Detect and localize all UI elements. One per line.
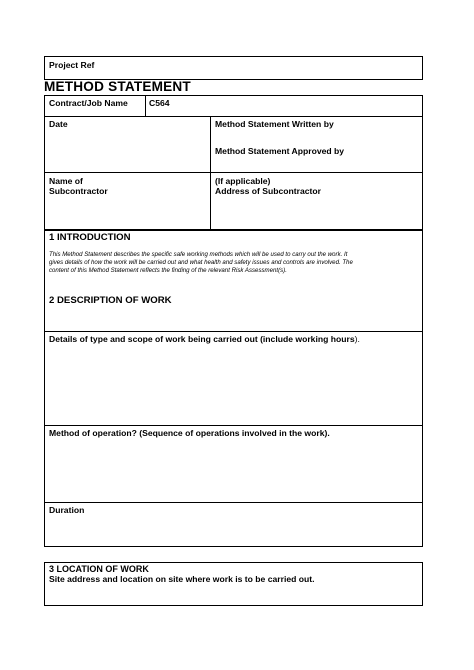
contract-label: Contract/Job Name — [49, 98, 128, 108]
col-divider — [145, 95, 146, 116]
method-of-operation-field[interactable] — [45, 440, 422, 500]
introduction-line-2: gives details of how the work will be carried out and what health and safety issues and controls are involved. The — [49, 259, 353, 266]
date-label: Date — [49, 119, 68, 129]
details-label-suffix: ). — [354, 334, 360, 344]
introduction-line-1: This Method Statement describes the specific safe working methods which will be used to carry out the work. It — [49, 251, 348, 258]
subcontractor-name-label-line1: Name of — [49, 176, 83, 186]
row-divider — [44, 425, 423, 426]
description-heading: 2 DESCRIPTION OF WORK — [49, 295, 172, 306]
duration-field[interactable] — [45, 517, 422, 545]
row-divider — [44, 331, 423, 332]
project-ref-field[interactable] — [44, 56, 423, 80]
subcontractor-address-label-line1: (If applicable) — [215, 176, 271, 186]
details-label-text: Details of type and scope of work being carried out (include working hours — [49, 334, 355, 344]
details-label — [49, 334, 360, 344]
subcontractor-name-label-line2: Subcontractor — [49, 186, 108, 196]
location-subheading: Site address and location on site where work is to be carried out. — [49, 574, 315, 584]
details-field[interactable] — [45, 345, 422, 423]
contract-value[interactable]: C564 — [149, 98, 170, 108]
location-field[interactable] — [45, 586, 422, 605]
location-heading: 3 LOCATION OF WORK — [49, 564, 149, 574]
introduction-line-3: content of this Method Statement reflects the finding of the relevant Risk Assessment(s). — [49, 267, 287, 274]
col-divider — [210, 116, 211, 230]
subcontractor-address-label-line2: Address of Subcontractor — [215, 186, 322, 196]
method-of-operation-label: Method of operation? (Sequence of operations involved in the work). — [49, 428, 330, 438]
introduction-heading: 1 INTRODUCTION — [49, 232, 131, 243]
row-divider — [44, 116, 423, 117]
approved-by-label: Method Statement Approved by — [215, 146, 345, 156]
row-divider — [44, 172, 423, 173]
document-title: METHOD STATEMENT — [44, 79, 191, 94]
project-ref-label: Project Ref — [49, 60, 95, 70]
duration-label: Duration — [49, 505, 85, 515]
row-divider — [44, 502, 423, 503]
written-by-label: Method Statement Written by — [215, 119, 334, 129]
